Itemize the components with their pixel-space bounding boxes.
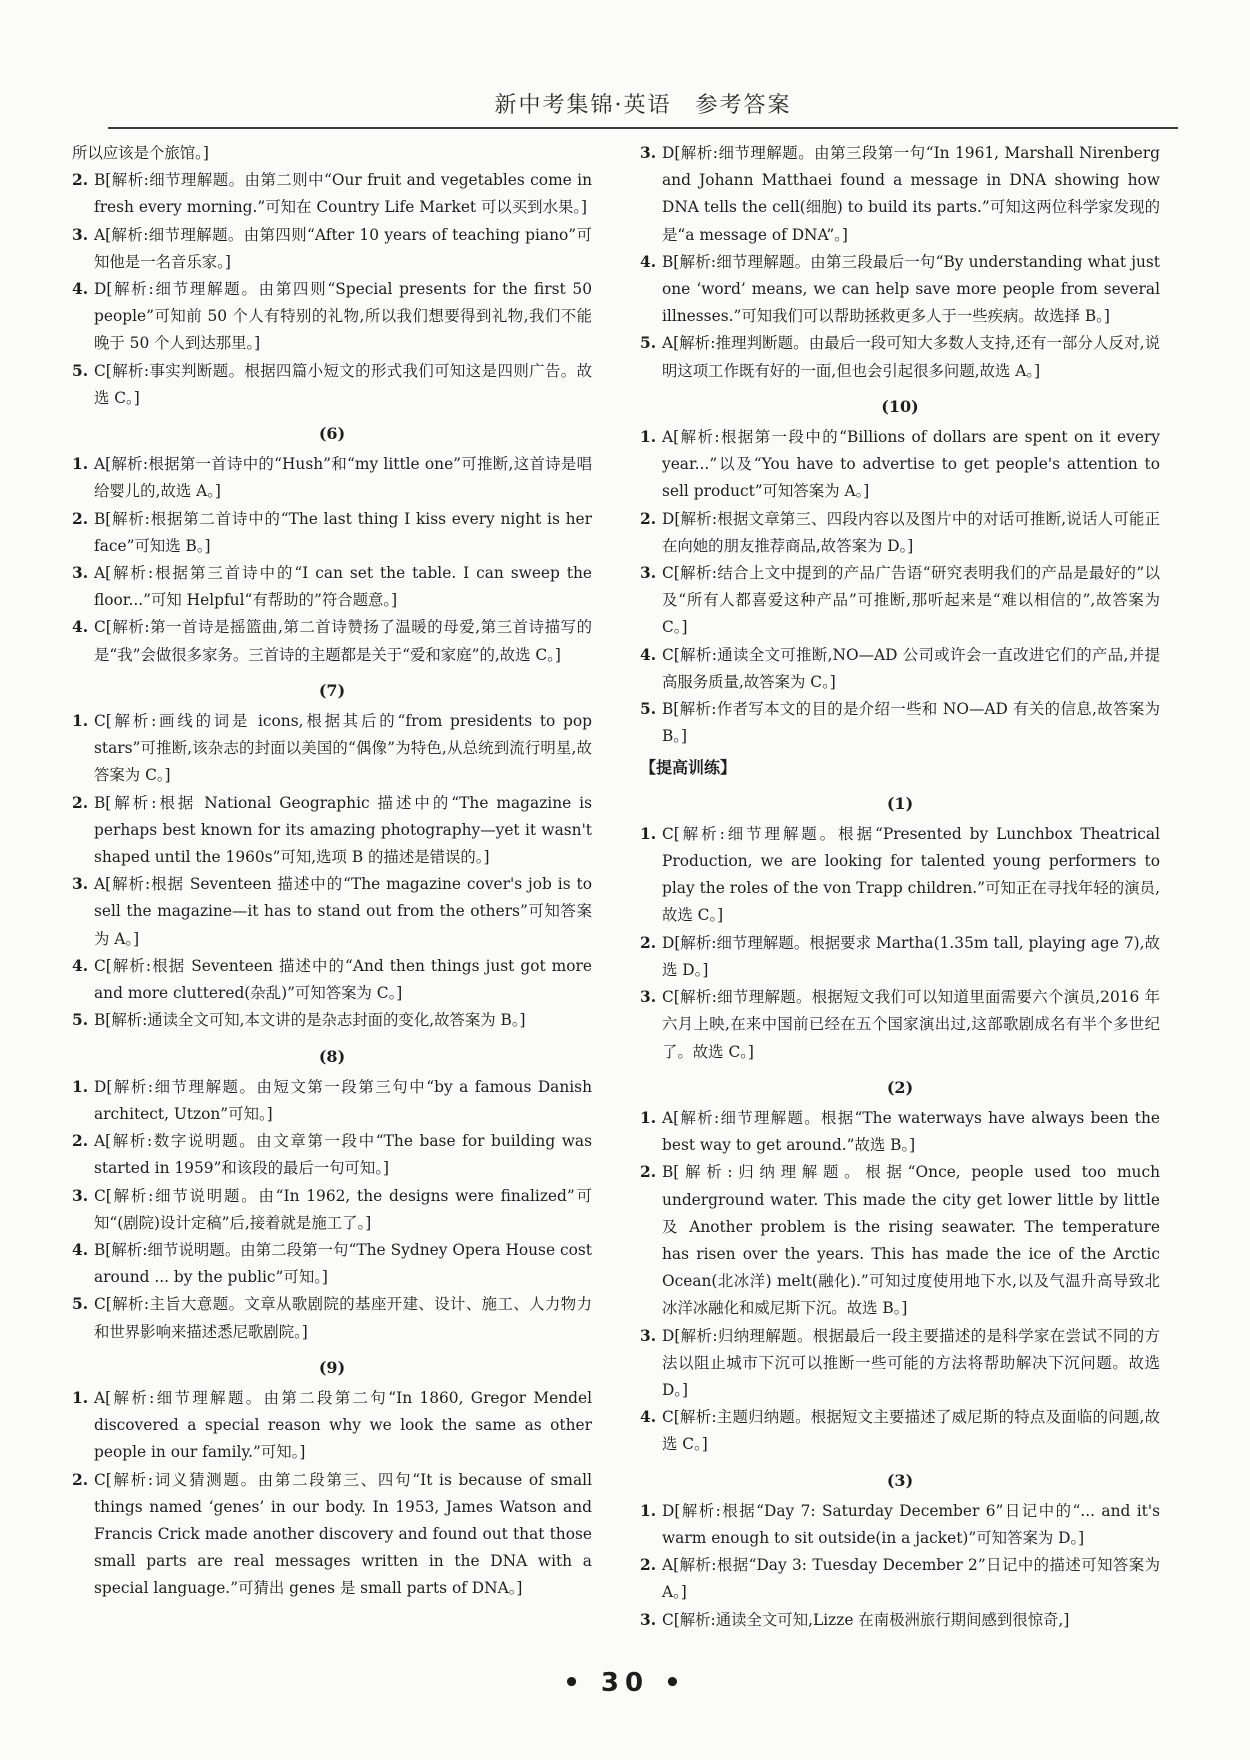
answer-text: C[解析:通读全文可知,Lizze 在南极洲旅行期间感到很惊奇,] bbox=[662, 1610, 1070, 1629]
question-number: 3. bbox=[72, 564, 89, 583]
answer-text: A[解析:数字说明题。由文章第一段中“The base for building was started in 1959”和该段的最后一句可知。] bbox=[94, 1132, 592, 1178]
question-number: 5. bbox=[640, 334, 657, 353]
question-number: 3. bbox=[640, 1610, 657, 1629]
question-number: 2. bbox=[72, 509, 89, 528]
answer-text: D[解析:细节理解题。由第四则“Special presents for the first 50 people”可知前 50 个人有特别的礼物,所以我们想要得到礼物,我们不能晚于 50 个人到达那里。] bbox=[94, 280, 592, 353]
answer-item bbox=[640, 821, 1160, 930]
section-heading: (6) bbox=[318, 424, 346, 444]
question-number: 1. bbox=[640, 1108, 657, 1127]
answer-item bbox=[640, 984, 1160, 1066]
question-number: 1. bbox=[72, 1077, 89, 1096]
question-number: 2. bbox=[72, 1470, 89, 1489]
answer-item bbox=[72, 358, 592, 412]
answer-item bbox=[72, 614, 592, 668]
answer-item bbox=[640, 140, 1160, 249]
answer-text: C[解析:根据 Seventeen 描述中的“And then things just got more and more cluttered(杂乱)”可知答案为 C。] bbox=[94, 956, 592, 1003]
answer-text: C[解析:事实判断题。根据四篇小短文的形式我们可知这是四则广告。故选 C。] bbox=[94, 361, 592, 407]
question-number: 4. bbox=[72, 280, 89, 299]
answer-text: D[解析:归纳理解题。根据最后一段主要描述的是科学家在尝试不同的方法以阻止城市下沉可以推断一些可能的方法将帮助解决下沉问题。故选 D。] bbox=[662, 1326, 1160, 1399]
answer-text: C[解析:细节理解题。根据短文我们可以知道里面需要六个演员,2016 年六月上映,在来中国前已经在五个国家演出过,这部歌剧成名有半个多世纪了。故选 C。] bbox=[662, 988, 1160, 1061]
answer-item bbox=[72, 1007, 592, 1034]
answer-item bbox=[640, 930, 1160, 984]
answer-item bbox=[72, 708, 592, 790]
question-number: 3. bbox=[72, 1186, 89, 1205]
question-number: 3. bbox=[640, 1326, 657, 1345]
answer-text: C[解析:第一首诗是摇篮曲,第二首诗赞扬了温暖的母爱,第三首诗描写的是“我”会做很多家务。三首诗的主题都是关于“爱和家庭”的,故选 C。] bbox=[94, 618, 592, 664]
answer-text: B[解析:根据第二首诗中的“The last thing I kiss every night is her face”可知选 B。] bbox=[94, 509, 592, 555]
question-number: 1. bbox=[640, 824, 657, 843]
answer-text: C[解析:通读全文可推断,NO—AD 公司或许会一直改进它们的产品,并提高服务质量,故答案为 C。] bbox=[662, 645, 1160, 691]
question-number: 1. bbox=[72, 712, 89, 731]
right-column bbox=[640, 140, 1160, 1634]
answer-text: B[解析:归纳理解题。根据“Once, people used too much underground water. This made the city get lower little by little 及 Another problem is the rising seawater. The temperature has risen over the years. This has made the ice of the Arctic Ocean(北冰洋) melt(融化).”可知过度使用地下水,以及气温升高导致北冰洋冰融化和威尼斯下沉。故选 B。] bbox=[662, 1163, 1160, 1318]
answer-text: D[解析:细节理解题。由第三段第一句“In 1961, Marshall Nirenberg and Johann Matthaei found a message in DNA showing how DNA tells the cell(细胞) to build its parts.”可知这两位科学家发现的是“a message of DNA”。] bbox=[662, 144, 1160, 244]
page-header: 新中考集锦·英语 参考答案 bbox=[494, 93, 792, 118]
answer-item bbox=[72, 167, 592, 221]
answer-item bbox=[72, 276, 592, 358]
answer-item bbox=[72, 560, 592, 614]
answer-item bbox=[640, 1607, 1160, 1634]
question-number: 3. bbox=[640, 988, 657, 1007]
answer-item bbox=[72, 1385, 592, 1467]
answer-text: A[解析:细节理解题。由第四则“After 10 years of teaching piano”可知他是一名音乐家。] bbox=[94, 225, 592, 271]
header-divider bbox=[108, 127, 1178, 129]
answer-item bbox=[640, 1105, 1160, 1159]
answer-text: C[解析:结合上文中提到的产品广告语“研究表明我们的产品是最好的”以及“所有人都喜爱这种产品”可推断,那听起来是“难以相信的”,故答案为 C。] bbox=[662, 564, 1160, 637]
question-number: 1. bbox=[640, 1501, 657, 1520]
answer-text: A[解析:细节理解题。根据“The waterways have always been the best way to get around.”故选 B。] bbox=[662, 1108, 1160, 1155]
answer-item bbox=[640, 506, 1160, 560]
question-number: 4. bbox=[640, 252, 657, 271]
answer-text: C[解析:画线的词是 icons,根据其后的“from presidents to pop stars”可推断,该杂志的封面以美国的“偶像”为特色,从总统到流行明星,故答案为 C。] bbox=[94, 712, 592, 785]
answer-text: B[解析:作者写本文的目的是介绍一些和 NO—AD 有关的信息,故答案为 B。] bbox=[662, 700, 1160, 746]
answer-text: A[解析:推理判断题。由最后一段可知大多数人支持,还有一部分人反对,说明这项工作既有好的一面,但也会引起很多问题,故选 A。] bbox=[662, 334, 1160, 380]
answer-text: B[解析:通读全文可知,本文讲的是杂志封面的变化,故答案为 B。] bbox=[94, 1011, 526, 1030]
question-number: 2. bbox=[640, 509, 657, 528]
question-number: 3. bbox=[640, 564, 657, 583]
left-column bbox=[72, 140, 592, 1603]
answer-text: C[解析:词义猜测题。由第二段第三、四句“It is because of small things named ‘genes’ in our body. In 1953, James Watson and Francis Crick made another discovery and found out that those small parts are real messages written in the DNA with a special language.”可猜出 genes 是 small parts of DNA。] bbox=[94, 1470, 592, 1598]
section-heading: (2) bbox=[886, 1077, 914, 1097]
question-number: 3. bbox=[640, 144, 657, 162]
answer-item bbox=[72, 1237, 592, 1291]
answer-text: A[解析:根据“Day 3: Tuesday December 2”日记中的描述可知答案为 A。] bbox=[662, 1556, 1160, 1602]
answer-text: A[解析:根据第一首诗中的“Hush”和“my little one”可推断,这首诗是唱给婴儿的,故选 A。] bbox=[94, 455, 592, 501]
question-number: 5. bbox=[72, 1011, 89, 1030]
question-number: 2. bbox=[72, 793, 89, 812]
answer-item bbox=[72, 871, 592, 953]
answer-item bbox=[640, 249, 1160, 331]
answer-item bbox=[640, 642, 1160, 696]
question-number: 2. bbox=[72, 171, 89, 190]
section-heading: (3) bbox=[886, 1470, 914, 1490]
answer-item bbox=[640, 1159, 1160, 1322]
question-number: 3. bbox=[72, 875, 89, 894]
question-number: 5. bbox=[72, 361, 89, 380]
section-heading: (7) bbox=[318, 680, 346, 700]
answer-item bbox=[72, 1074, 592, 1128]
answer-text: D[解析:根据文章第三、四段内容以及图片中的对话可推断,说话人可能正在向她的朋友推荐商品,故答案为 D。] bbox=[662, 509, 1160, 555]
question-number: 2. bbox=[72, 1132, 89, 1151]
answer-item bbox=[72, 790, 592, 872]
answer-item bbox=[640, 330, 1160, 384]
answer-item bbox=[72, 506, 592, 560]
answer-item bbox=[72, 451, 592, 505]
question-number: 2. bbox=[640, 933, 657, 952]
answer-text: B[解析:细节理解题。由第二则中“Our fruit and vegetables come in fresh every morning.”可知在 Country Life Market 可以买到水果。] bbox=[94, 171, 592, 217]
answer-text: C[解析:主题归纳题。根据短文主要描述了威尼斯的特点及面临的问题,故选 C。] bbox=[662, 1408, 1160, 1454]
answer-text: C[解析:细节理解题。根据“Presented by Lunchbox Theatrical Production, we are looking for talented young performers to play the roles of the von Trapp children.”可知正在寻找年轻的演员,故选 C。] bbox=[662, 824, 1160, 925]
question-number: 2. bbox=[640, 1163, 657, 1182]
answer-text: B[解析:细节说明题。由第二段第一句“The Sydney Opera House cost around ... by the public”可知。] bbox=[94, 1240, 592, 1287]
answer-text: A[解析:根据 Seventeen 描述中的“The magazine cover's job is to sell the magazine—it has to stand out from the others”可知答案为 A。] bbox=[94, 875, 592, 948]
question-number: 4. bbox=[640, 645, 657, 664]
question-number: 2. bbox=[640, 1556, 657, 1575]
answer-item bbox=[640, 1498, 1160, 1552]
section-heading: (10) bbox=[881, 396, 919, 416]
answer-item bbox=[640, 696, 1160, 750]
answer-item bbox=[72, 953, 592, 1007]
question-number: 5. bbox=[640, 700, 657, 719]
answer-item bbox=[72, 1291, 592, 1345]
answer-text: D[解析:细节理解题。由短文第一段第三句中“by a famous Danish architect, Utzon”可知。] bbox=[94, 1077, 592, 1123]
answer-text: B[解析:细节理解题。由第三段最后一句“By understanding what just one ‘word’ means, we can help save more people from several illnesses.”可知我们可以帮助拯救更多人于一些疾病。故选择 B。] bbox=[662, 252, 1160, 326]
section-heading: (8) bbox=[318, 1046, 346, 1066]
answer-text: C[解析:主旨大意题。文章从歌剧院的基座开建、设计、施工、人力物力和世界影响来描述悉尼歌剧院。] bbox=[94, 1295, 592, 1341]
answer-item bbox=[640, 560, 1160, 642]
answer-text: A[解析:根据第一段中的“Billions of dollars are spent on it every year...”以及“You have to advertise to get people's attention to sell product”可知答案为 A。] bbox=[662, 428, 1160, 501]
answer-item bbox=[640, 424, 1160, 506]
answer-text: A[解析:根据第三首诗中的“I can set the table. I can sweep the floor...”可知 Helpful“有帮助的”符合题意。] bbox=[94, 564, 592, 610]
question-number: 4. bbox=[72, 956, 89, 975]
answer-text: A[解析:细节理解题。由第二段第二句“In 1860, Gregor Mendel discovered a special reason why we look the same as other people in our family.”可知。] bbox=[94, 1388, 592, 1462]
answer-text: D[解析:根据“Day 7: Saturday December 6”日记中的“... and it's warm enough to sit outside(in a jacket)”可知答案为 D。] bbox=[662, 1501, 1160, 1547]
practice-heading: 【提高训练】 bbox=[640, 758, 737, 778]
answer-item bbox=[72, 1128, 592, 1182]
section-heading: (9) bbox=[318, 1357, 346, 1377]
question-number: 4. bbox=[640, 1408, 657, 1427]
question-number: 4. bbox=[72, 618, 89, 637]
question-number: 3. bbox=[72, 225, 89, 244]
answer-item bbox=[640, 1404, 1160, 1458]
question-number: 1. bbox=[640, 428, 657, 447]
question-number: 1. bbox=[72, 1388, 89, 1407]
question-number: 1. bbox=[72, 455, 89, 474]
answer-item bbox=[72, 1467, 592, 1603]
answer-text: B[解析:根据 National Geographic 描述中的“The magazine is perhaps best known for its amazing photography—yet it wasn't shaped until the 1960s”可知,选项 B 的描述是错误的。] bbox=[94, 793, 592, 867]
answer-text: C[解析:细节说明题。由“In 1962, the designs were finalized”可知“(剧院)设计定稿”后,接着就是施工了。] bbox=[94, 1186, 592, 1232]
section-heading: (1) bbox=[886, 793, 914, 813]
continued-text: 所以应该是个旅馆。] bbox=[72, 144, 209, 162]
answer-item bbox=[640, 1323, 1160, 1405]
answer-item bbox=[72, 1183, 592, 1237]
question-number: 4. bbox=[72, 1240, 89, 1259]
answer-item bbox=[640, 1552, 1160, 1606]
answer-text: D[解析:细节理解题。根据要求 Martha(1.35m tall, playing age 7),故选 D。] bbox=[662, 933, 1160, 979]
question-number: 5. bbox=[72, 1295, 89, 1314]
page-number: • 30 • bbox=[563, 1668, 687, 1698]
answer-item bbox=[72, 222, 592, 276]
